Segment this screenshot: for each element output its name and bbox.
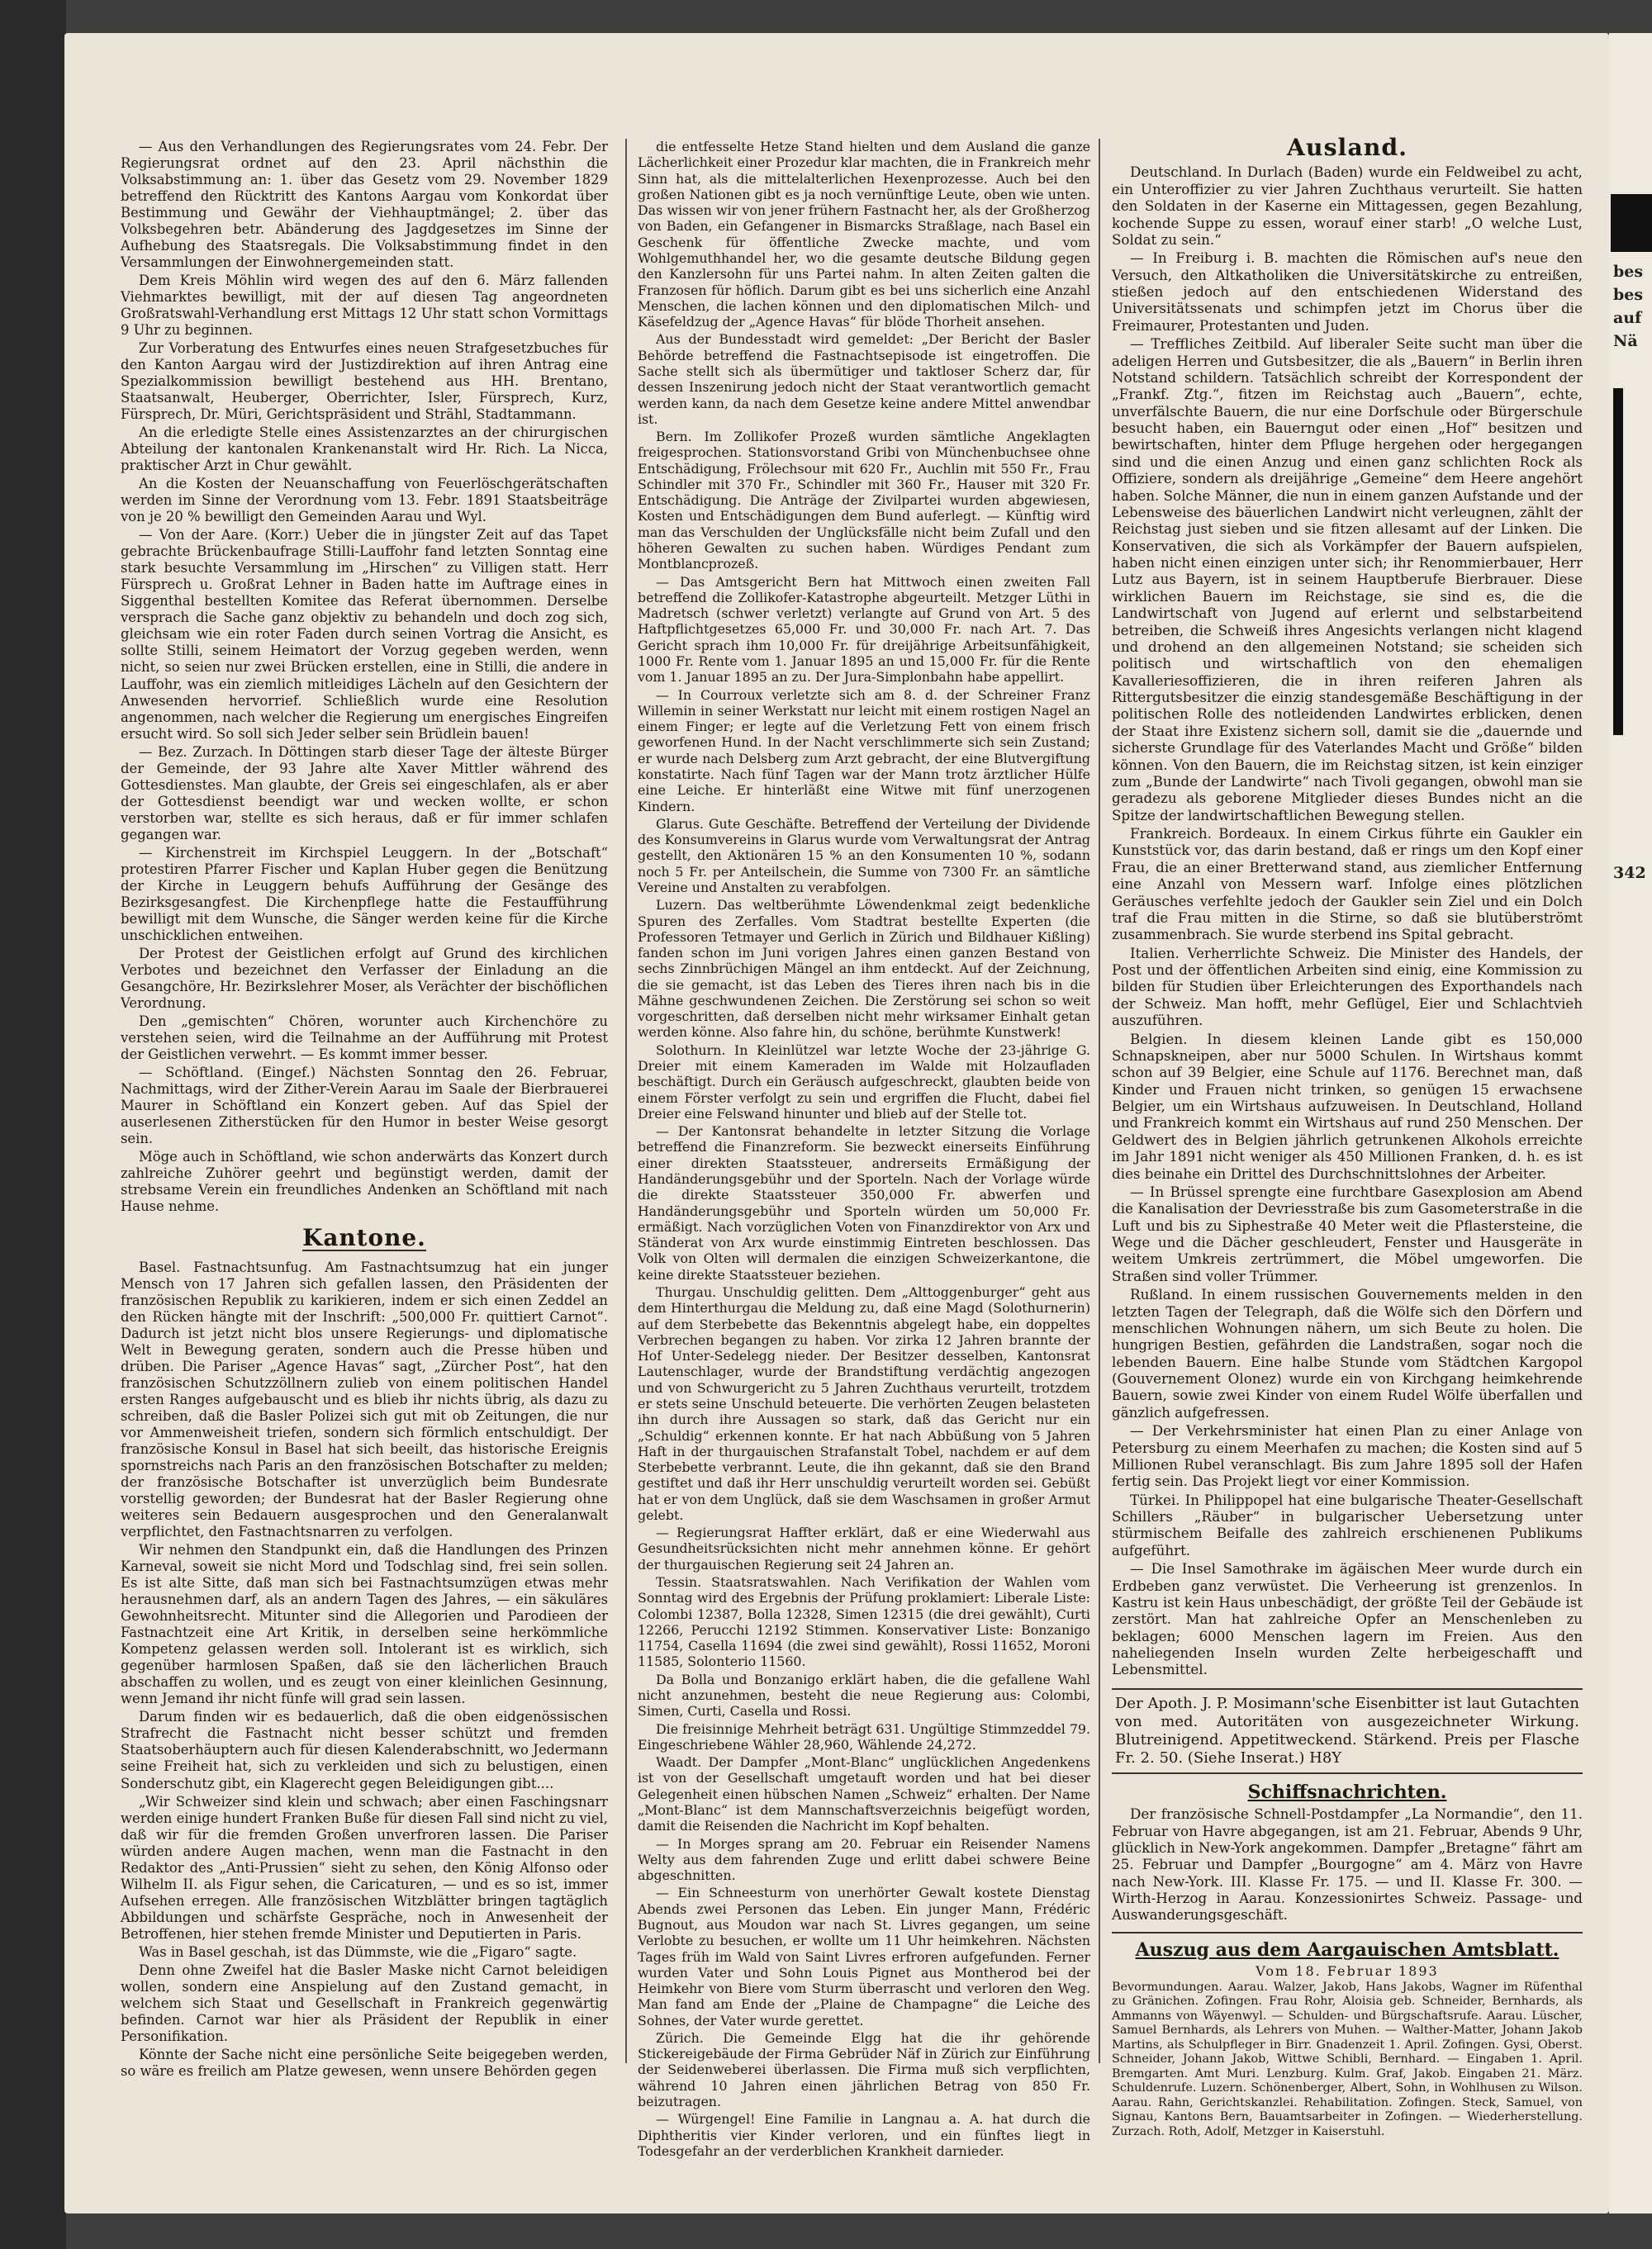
paragraph: „Wir Schweizer sind klein und schwach; aber einen Faschingsnarr werden einige hundert Franken Buße für diesen Fall sind nicht zu viel, daß wir für die fremden Großen unverfroren lassen. Die Pariser würden andere Augen machen, wenn man die Fastnacht in den Redaktor des „Anti-Prussien“ sieht zu sehen, den König Alfonso oder Wilhelm II. als Figur sehen, die Caricaturen, — und es so ist, immer Aufsehen erregen. Alle französischen Witzblätter bringen tagtäglich Abbildungen und schärfste Gespräche, noch in Anwesenheit der Betroffenen, hier stehen fremde Minister und Deputierten in Paris. <box>121 1793 608 1942</box>
paragraph: — In Morges sprang am 20. Februar ein Reisender Namens Welty aus dem fahrenden Zuge und erlitt dabei schwere Beine abgeschnitten. <box>638 1835 1090 1884</box>
article-deutschland: Deutschland. In Durlach (Baden) wurde ein Feldweibel zu acht, ein Unteroffizier zu vier Jahren Zuchthaus verurteilt. Sie hatten den Soldaten in der Kaserne ein Mittagessen, gegen Bezahlung, kochende Suppe zu essen, worauf einer starb! „O welche Lust, Soldat zu sein.“ <box>1112 164 1583 248</box>
paragraph: Zur Vorberatung des Entwurfes eines neuen Strafgesetzbuches für den Kanton Aargau wird der Justizdirektion auf ihren Antrag eine Spezialkommission bewilligt bestehend aus HH. Brentano, Staatsanwalt, Heuberger, Oberrichter, Isler, Fürsprech, Kurz, Fürsprech, Dr. Müri, Gerichtspräsident und Strähl, Stadtammann. <box>121 340 608 423</box>
paragraph: — Der Kantonsrat behandelte in letzter Sitzung die Vorlage betreffend die Finanzreform. Sie bezweckt einerseits Einführung einer direkten Staatssteuer, andrerseits Ermäßigung der Handänderungsgebühr und der Sporteln. Nach der Vorlage würde die direkte Staatssteuer 350,000 Fr. abwerfen und Handänderungsgebühr und Sporteln würden um 50,000 Fr. ermäßigt. Nach vorzüglichen Voten von Finanzdirektor von Arx und Ständerat von Arx wurde einstimmig Eintreten beschlossen. Das Volk von Olten will dermalen die einzigen Schweizerkantone, die keine direkte Staatssteuer beziehen. <box>638 1123 1090 1283</box>
article-luzern: Luzern. Das weltberühmte Löwendenkmal zeigt bedenkliche Spuren des Zerfalles. Vom Stadtrat bestellte Experten (die Professoren Tetmayer und Gerlich in Zürich und Bildhauer Kißling) fanden schon im Juni vorigen Jahres einen ganzen Bestand von sechs Zinnbrüchigen Mängel an ihm entdeckt. Auf der Zeichnung, die sie gemacht, ist das Leben des Tieres ihren nach bis in die Mähne geschwundenen Zeichen. Die Zerstörung sei schon so weit vorgeschritten, daß derselben nicht mehr wirksamer Einhalt getan werden könne. Also fahre hin, du schöne, berühmte Kunstwerk! <box>638 897 1090 1041</box>
section-title: Kantone. <box>302 1224 426 1251</box>
paragraph: Dem Kreis Möhlin wird wegen des auf den 6. März fallenden Viehmarktes bewilligt, mit der auf diesen Tag angeordneten Großratswahl-Verhandlung erst Mittags 12 Uhr statt schon Vormittags 9 Uhr zu beginnen. <box>121 273 608 339</box>
section-heading-ausland <box>1112 133 1583 161</box>
column-3 <box>1112 133 1583 2139</box>
paragraph: Da Bolla und Bonzanigo erklärt haben, die die gefallene Wahl nicht anzunehmen, besteht die neue Regierung aus: Colombi, Simen, Curti, Casella und Rossi. <box>638 1671 1090 1720</box>
next-page-text: 342 <box>1613 864 1646 882</box>
heading-schiffsnachrichten: Schiffsnachrichten. <box>1247 1781 1447 1803</box>
next-page-text: bes <box>1613 263 1644 281</box>
article-tessin: Tessin. Staatsratswahlen. Nach Verifikation der Wahlen vom Sonntag wird des Ergebnis der Prüfung proklamiert: Liberale Liste: Colombi 12387, Bolla 12328, Simen 12315 (die drei gewählt), Curti 12266, Perucchi 12192 Stimmen. Konservativer Liste: Bonzanigo 11754, Casella 11694 (die zwei sind gewählt), Rossi 11652, Moroni 11585, Solonterio 11560. <box>638 1574 1090 1670</box>
article-italien: Italien. Verherrlichte Schweiz. Die Minister des Handels, der Post und der öffentlichen Arbeiten sind einig, eine Kommission zu bilden für Studien über Erleichterungen des Exporthandels nach der Schweiz. Man hofft, mehr Geflügel, Eier und Schlachtvieh auszuführen. <box>1112 944 1583 1029</box>
shipping-notice: Der französische Schnell-Postdampfer „La Normandie“, den 11. Februar von Havre abgegangen, ist am 21. Februar, Abends 9 Uhr, glücklich in New-York angekommen. Dampfer „Bretagne“ fährt am 25. Februar und Dampfer „Bourgogne“ am 4. März von Havre nach New-York. III. Klasse Fr. 175. — und II. Klasse Fr. 300. — Wirth-Herzog in Aarau. Konzessionirtes Schweiz. Passage- und Auswanderungsgeschäft. <box>1112 1805 1583 1924</box>
article-leuggern: — Kirchenstreit im Kirchspiel Leuggern. In der „Botschaft“ protestiren Pfarrer Fischer und Kaplan Huber gegen die Benützung der Kirche in Leuggern behufs Aufführung der Gesänge des Bezirksgesangfest. Die Kirchenpflege hatte die Festaufführung bewilligt mit dem Wunsche, die Sänger werden keine für die Kirche unschicklichen entweihen. <box>121 844 608 943</box>
binding-edge <box>0 0 66 2249</box>
paragraph: Denn ohne Zweifel hat die Basler Maske nicht Carnot beleidigen wollen, sondern eine Anspielung auf den Zustand gemacht, in welchem sich Staat und Gesellschaft in Frankreich gegenwärtig befinden. Carnot war hier als Präsident der Republik in einer Personifikation. <box>121 1962 608 2044</box>
article-tuerkei: Türkei. In Philippopel hat eine bulgarische Theater-Gesellschaft Schillers „Räuber“ in bulgarischer Uebersetzung unter stürmischem Beifalle des zahlreich erschienenen Publikums aufgeführt. <box>1112 1491 1583 1559</box>
article-basel: Basel. Fastnachtsunfug. Am Fastnachtsumzug hat ein junger Mensch von 17 Jahren sich gefallen lassen, den Präsidenten der französischen Republik zu karikieren, indem er sich einen Zeddel an den Rücken hängte mit der Inschrift: „500,000 Fr. quittiert Carnot“. Dadurch ist jetzt nicht blos unsere Regierungs- und diplomatische Welt in Bewegung geraten, sondern auch die Presse hüben und drüben. Die Pariser „Agence Havas“ sagt, „Zürcher Post“, hat den französischen Schutzzöllnern zulieb von einem politischen Handel ersten Ranges aufgebauscht und es blieb ihr nichts übrig, als dazu zu schreiben, daß die Basler Polizei sich gut mit ob Zeitungen, die nur vor Ammenweisheit triefen, sondern sich förmlich entschuldigt. Der französische Konsul in Basel hat sich beeilt, das historische Ereignis spornstreichs nach Paris an den französischen Botschafter zu melden; der französische Botschafter ist unverzüglich beim Bundesrate vorstellig geworden; der Bundesrat hat der Basler Regierung ohne weiteres sein Bedauern ausgesprochen und den Generalanwalt verpflichtet, den Fastnachtsnarren zu verfolgen. <box>121 1260 608 1540</box>
article-thurgau: Thurgau. Unschuldig gelitten. Dem „Alttoggenburger“ geht aus dem Hinterthurgau die Meldung zu, daß eine Magd (Solothurnerin) auf dem Sterbebette das Bekenntnis abgelegt habe, ein doppeltes Verbrechen begangen zu haben. Vor zirka 12 Jahren brannte der Hof Unter-Sedelegg nieder. Der Besitzer desselben, Kantonsrat Lautenschlager, wurde der Brandstiftung verdächtig angezogen und von Schwurgericht zu 5 Jahren Zuchthaus verurteilt, trotzdem er stets seine Unschuld beteuerte. Die verhörten Zeugen belasteten ihn durch ihre Aussagen so stark, daß das Gericht nur ein „Schuldig“ erkennen konnte. Er hat nach Abbüßung von 5 Jahren Haft in der thurgauischen Strafanstalt Tobel, nachdem er auf dem Sterbebette verbrannt. Leute, die ihn gekannt, daß sie den Brand gestiftet und daß ihr Herr unschuldig verurteilt worden sei. Gebüßt hat er von dem Unglück, daß sie dem Waschsamen in großer Armut gelebt. <box>638 1283 1090 1523</box>
paragraph: — In Brüssel sprengte eine furchtbare Gasexplosion am Abend die Kanalisation der Devriesstraße bis zum Gasometerstraße in die Luft und bis zu Siphestraße 40 Meter weit die Pflastersteine, die Wege und die Dächer geschleudert, Fenster und Hausgeräte in weitem Umkreis zertrümmert, die Möbel umgeworfen. Die Straßen sind voller Trümmer. <box>1112 1183 1583 1284</box>
paragraph: — Würgengel! Eine Familie in Langnau a. A. hat durch die Diphtheritis vier Kinder verloren, und ein fünftes liegt in Todesgefahr an der verderblichen Krankheit darnieder. <box>638 2111 1090 2159</box>
paragraph: — Das Amtsgericht Bern hat Mittwoch einen zweiten Fall betreffend die Zollikofer-Katastrophe abgeurteilt. Metzger Lüthi in Madretsch (schwer verletzt) verlangte auf Grund von Art. 5 des Haftpflichtgesetzes 65,000 Fr. und 30,000 Fr. nach Art. 7. Das Gericht sprach ihm 10,000 Fr. für dreijährige Arbeitsunfähigkeit, 1000 Fr. Rente vom 1. Januar 1895 an und 15,000 Fr. für die Rente vom 1. Januar 1895 an zu. Der Jura-Simplonbahn habe appellirt. <box>638 573 1090 686</box>
article-regierungsrat: — Aus den Verhandlungen des Regierungsrates vom 24. Febr. Der Regierungsrat ordnet auf den 23. April nächsthin die Volksabstimmung an: 1. über das Gesetz vom 29. November 1829 betreffend den Rücktritt des Kantons Aargau vom Konkordat über Bestimmung und Gewähr der Viehhauptmängel; 2. über das Volksbegehren betr. Abänderung des Jagdgesetzes im Sinne der Aufhebung des Staatsregals. Die Volksabstimmung findet in den Versammlungen der Einwohnergemeinden statt. <box>121 139 608 271</box>
paragraph: — Ein Schneesturm von unerhörter Gewalt kostete Dienstag Abends zwei Personen das Leben. Ein junger Mann, Frédéric Bugnout, aus Moudon war nach St. Livres gegangen, um seine Verlobte zu besuchen, er wollte um 11 Uhr heimkehren. Nächsten Tages früh im Wald von Saint Livres erfroren aufgefunden. Ferner wurden Vater und Sohn Louis Pignet aus Montherod bei der Heimkehr von Biere vom Sturm überrascht und verloren den Weg. Man fand am Ende der „Plaine de Champagne“ die Leiche des Sohnes, der Vater wurde gerettet. <box>638 1885 1090 2028</box>
paragraph: — Treffliches Zeitbild. Auf liberaler Seite sucht man über die adeligen Herren und Gutsbesitzer, die als „Bauern“ in Berlin ihren Notstand schildern. Tatsächlich schreibt der Korrespondent der „Frankf. Ztg.“, fitzen im Reichstag auch „Bauern“, echte, unverfälschte Bauern, die nur eine Dorfschule oder Bürgerschule besucht haben, ein Bauerngut oder einen „Hof“ besitzen und bewirtschaften, hinter dem Pfluge hergehen oder hergegangen sind und die einen Anzug und einen ganz schlichten Rock als Offiziere, sondern als dreijährige „Gemeine“ dem Heere angehört haben. Solche Männer, die nun in einem ganzen Aufstande und der Lebensweise des bäuerlichen Landwirt nicht verleugnen, zählt der Reichstag just sieben und sie fitzen allesamt auf der Linken. Die Konservativen, die sich als Vorkämpfer der Bauern aufspielen, haben nicht einen einzigen unter sich; ihr Renommierbauer, Herr Lutz aus Bayern, ist in seinem Hauptberufe Bierbrauer. Diese wirklichen Bauern im Reichstage, sie sind es, die die Landwirtschaft von Jugend auf erlernt und selbstarbeitend betreiben, die Schweiß ihres Angesichts verlangen nicht klagend und drohend an den allgemeinen Notstand; sie scheiden sich politisch und wirtschaftlich von den ehemaligen Kavalleriesoffizieren, die in ihren reiferen Jahren als Rittergutsbesitzer die einzig standesgemäße Beschäftigung in der politischen Rolle des notleidenden Landwirtes erblicken, denen der Staat ihre Existenz sichern soll, damit sie die „dauernde und sicherste Grundlage für des Vaterlandes Macht und Größe“ bilden können. Von den Bauern, die im Reichstag sitzen, ist kein einziger zum „Bunde der Landwirte“ nach Tivoli gegangen, obwohl man sie geradezu als geborene Mitglieder dieses Bundes nicht an die Spitze der landwirtschaftlichen Bewegung stellen. <box>1112 335 1583 823</box>
article-schoeftland: — Schöftland. (Eingef.) Nächsten Sonntag den 26. Februar, Nachmittags, wird der Zither-Verein Aarau im Saale der Bierbrauerei Maurer in Schöftland ein Konzert geben. Auf das Spiel der auserlesenen Zitherstücken für den Humor in bester Weise gesorgt sein. <box>121 1064 608 1146</box>
paragraph: An die erledigte Stelle eines Assistenzarztes an der chirurgischen Abteilung der kantonalen Krankenanstalt wird Hr. Rich. La Nicca, praktischer Arzt in Chur gewählt. <box>121 425 608 474</box>
paragraph: — In Courroux verletzte sich am 8. d. der Schreiner Franz Willemin in seiner Werkstatt nur leicht mit einem rostigen Nagel an einem Finger; er legte auf die Verletzung Fett von einem frisch geworfenen Hund. In der Nacht verschlimmerte sich sein Zustand; er wurde nach Delsberg zum Arzt gebracht, der eine Blutvergiftung konstatirte. Nach fünf Tagen war der Mann trotz ärztlicher Hülfe eine Leiche. Er hinterläßt eine Witwe mit fünf unerzogenen Kindern. <box>638 686 1090 814</box>
paragraph: — In Freiburg i. B. machten die Römischen auf's neue den Versuch, den Altkatholiken die Universitätskirche zu entreißen, stießen jedoch auf den entschiedenen Widerstand des Universitätssenats und schimpfen jetzt im Chorus über die Freimaurer, Protestanten und Juden. <box>1112 249 1583 334</box>
paragraph: — Regierungsrat Haffter erklärt, daß er eine Wiederwahl aus Gesundheitsrücksichten nicht mehr annehmen könne. Er gehört der thurgauischen Regierung seit 24 Jahren an. <box>638 1525 1090 1573</box>
next-page-edge <box>1609 33 1652 2213</box>
paragraph: Der Protest der Geistlichen erfolgt auf Grund des kirchlichen Verbotes und bezeichnet den Verfasser der Einladung an die Gesangchöre, Hr. Bezirkslehrer Moser, als Verächter der bischöflichen Verordnung. <box>121 945 608 1011</box>
paragraph: Könnte der Sache nicht eine persönliche Seite beigegeben werden, so wäre es freilich am Platze gewesen, wenn unsere Behörden gegen <box>121 2046 608 2079</box>
next-page-text: Nä <box>1613 332 1638 350</box>
paragraph: Was in Basel geschah, ist das Dümmste, wie die „Figaro“ sagte. <box>139 1943 577 1960</box>
paragraph: — Die Insel Samothrake im ägäischen Meer wurde durch ein Erdbeben ganz verwüstet. Die Verheerung ist grenzenlos. In Kastru ist kein Haus unbeschädigt, der größte Teil der Gebäude ist zerstört. Man hat zahlreiche Opfer an Menschenleben zu beklagen; 6000 Menschen lagern im Freien. Aus den naheliegenden Inseln wurden Zelte herbeigeschafft und Lebensmittel. <box>1112 1560 1583 1678</box>
paragraph: — Der Verkehrsminister hat einen Plan zu einer Anlage von Petersburg zu einem Meerhafen zu machen; die Kosten sind auf 5 Millionen Rubel veranschlagt. Bis zum Jahre 1895 soll der Hafen fertig sein. Das Projekt liegt vor einer Kommission. <box>1112 1422 1583 1490</box>
section-heading-kantone <box>121 1224 608 1251</box>
column-rule <box>625 139 627 2063</box>
article-waadt: Waadt. Der Dampfer „Mont-Blanc“ unglücklichen Angedenkens ist von der Gesellschaft umgetauft worden und hat bei dieser Gelegenheit einen hübschen Namen „Schweiz“ erhalten. Der Name „Mont-Blanc“ ist dem Mannschaftsverzeichnis beigefügt worden, damit die Reisenden die Nachricht im Kopf behalten. <box>638 1754 1090 1834</box>
amtsblatt-date: Vom 18. Februar 1893 <box>1256 1963 1439 1980</box>
column-rule <box>1099 139 1100 2063</box>
next-page-text: bes <box>1613 286 1644 304</box>
article-russland: Rußland. In einem russischen Gouvernements melden in den letzten Tagen der Telegraph, daß die Wölfe sich den Dörfern und menschlichen Wohnungen nähern, um sich Beute zu holen. Die hungrigen Bestien, gefährden die Landstraßen, sogar noch die lebenden Bauern. Eine halbe Stunde vom Städtchen Kargopol (Gouvernement Olonez) wurde ein von Kirchgang heimkehrende Bauern, sowie zwei Kinder von einem Rudel Wölfe überfallen und gänzlich aufgefressen. <box>1112 1286 1583 1421</box>
paragraph: Die freisinnige Mehrheit beträgt 631. Ungültige Stimmzeddel 79. Eingeschriebene Wähler 28,960, Wählende 24,272. <box>638 1720 1090 1753</box>
heading-amtsblatt: Auszug aus dem Aargauischen Amtsblatt. <box>1135 1938 1559 1961</box>
article-glarus: Glarus. Gute Geschäfte. Betreffend der Verteilung der Dividende des Konsumvereins in Glarus wurde vom Verwaltungsrat der Antrag gestellt, den Aktionären 15 % an den Konsumenten 10 %, sodann noch 5 Fr. per Anteilschein, die Summe von 7300 Fr. an sämtliche Vereine und Anstalten zu verabfolgen. <box>638 815 1090 895</box>
column-1 <box>121 139 608 2081</box>
advertisement-eisenbitter: Der Apoth. J. P. Mosimann'sche Eisenbitter ist laut Gutachten von med. Autoritäten von ausgezeichneter Wirkung. Blutreinigend. Appetitweckend. Stärkend. Preis per Flasche Fr. 2. 50. (Siehe Inserat.) H8Y <box>1112 1688 1583 1774</box>
section-title: Ausland. <box>1286 133 1408 161</box>
column-2 <box>638 139 1090 2161</box>
article-zurzach: — Bez. Zurzach. In Döttingen starb dieser Tage der älteste Bürger der Gemeinde, der 93 Jahre alte Xaver Mittler während des Gottesdienstes. Man glaubte, der Greis sei eingeschlafen, als er aber der Gottesdienst beendigt war und wecken wollte, er schon verstorben war, stellte es sich heraus, daß er für immer schlafen gegangen war. <box>121 743 608 842</box>
article-zuerich: Zürich. Die Gemeinde Elgg hat die ihr gehörende Stickereigebäude der Firma Gebrüder Näf in Zürich zur Einführung der Seidenweberei überlassen. Die Firma muß sich verpflichten, während 10 Jahren einen jährlichen Betrag von 850 Fr. beizutragen. <box>638 2029 1090 2110</box>
next-page-mark <box>1611 194 1652 252</box>
next-page-mark <box>1613 388 1623 735</box>
paragraph: An die Kosten der Neuanschaffung von Feuerlöschgerätschaften werden im Sinne der Verordnung vom 13. Febr. 1891 Staatsbeiträge von je 20 % bewilligt den Gemeinden Aarau und Wyl. <box>121 476 608 525</box>
amtsblatt-text: Bevormundungen. Aarau. Walzer, Jakob, Hans Jakobs, Wagner im Rüfenthal zu Gränichen. Zofingen. Frau Rohr, Aloisia geb. Schneider, Bernhards, als Ammanns von Wäyenwyl. — Schulden- und Bürgschaftsrufe. Aarau. Lüscher, Samuel Bernhards, als Lehrers von Muhen. — Walther-Matter, Johann Jakob Martins, als Schulpfleger in Birr. Gnadenzeit 1. April. Zofingen. Gysi, Oberst. Schneider, Johann Jakob, Wittwe Schibli, Bernhard. — Eingaben 1. April. Bremgarten. Amt Muri. Lenzburg. Kulm. Graf, Jakob. Eingaben 21. März. Schuldenrufe. Luzern. Schönenberger, Albert, Sohn, in Wohlhusen zu Wilson. Aarau. Rahn, Gerichtskanzlei. Rehabilitation. Zofingen. Steck, Samuel, von Signau, Kantons Bern, Bauamtsarbeiter in Zofingen. — Wiederherstellung. Zurzach. Roth, Adolf, Metzger in Kaiserstuhl. <box>1112 1980 1583 2138</box>
paragraph: Wir nehmen den Standpunkt ein, daß die Handlungen des Prinzen Karneval, soweit sie nicht Mord und Todschlag sind, frei sein sollen. Es ist alte Sitte, daß man sich bei Fastnachtsumzügen etwas mehr herausnehmen darf, als an andern Tagen des Jahres, — ein säkuläres Gewohnheitsrecht. Mitunter sind die Allegorien und Parodieen der Fastnachtzeit eine Art Kritik, in derselben seine herkömmliche Kompetenz gelassen werden soll. Intolerant ist es wirklich, sich gegenüber harmlosen Spaßen, daß sie den lächerlichen Brauch abschaffen zu wollen, und es zeugt von einer kleinlichen Gesinnung, wenn Jemand ihr nicht fünfe will grad sein lassen. <box>121 1542 608 1707</box>
divider <box>1112 1932 1583 1933</box>
article-bern: Bern. Im Zollikofer Prozeß wurden sämtliche Angeklagten freigesprochen. Stationsvorstand Gribi von Münchenbuchsee ohne Entschädigung, Frölechsour mit 620 Fr., Auchlin mit 550 Fr., Frau Schindler mit 370 Fr., Schindler mit 360 Fr., Hauser mit 320 Fr. Entschädigung. Die Anträge der Zivilpartei wurden abgewiesen, Kosten und Entschädigungen dem Bund auferlegt. — Künftig wird man das Verschulden der Unglücksfälle nicht beim Zufall und den höheren Gewalten zu suchen haben. Würdiges Pendant zum Montblancprozeß. <box>638 429 1090 572</box>
article-frankreich: Frankreich. Bordeaux. In einem Cirkus führte ein Gaukler ein Kunststück vor, das darin bestand, daß er rings um den Kopf einer Frau, die an einer Bretterwand stand, aus ziemlicher Entfernung eine Anzahl von Messern warf. Infolge eines plötzlichen Geräusches verfehlte jedoch der Gaukler sein Ziel und ein Dolch traf die Frau mitten in die Stirne, so daß sie blutüberströmt zusammenbrach. Sie wurde sterbend ins Spital gebracht. <box>1112 825 1583 943</box>
paragraph: Möge auch in Schöftland, wie schon anderwärts das Konzert durch zahlreiche Zuhörer geehrt und begünstigt werden, damit der strebsame Verein ein freundliches Andenken an Schöftland mit nach Hause nehme. <box>121 1148 608 1214</box>
paragraph: die entfesselte Hetze Stand hielten und dem Ausland die ganze Lächerlichkeit einer Prozedur klar machten, die in Frankreich mehr Sinn hat, als die mittelalterlichen Hexenprozesse. Auch bei den großen Nationen gibt es ja noch vernünftige Leute, oben wie unten. Das wissen wir von jener frühern Fastnacht her, als der Großherzog von Baden, ein Gefangener in Bismarcks Straßlage, nach Basel ein Geschenk für öffentliche Zwecke machte, und vom Wohlgemuthhandel her, wo die gesamte deutsche Bildung gegen den Kanzlersohn für uns Partei nahm. In alten Zeiten galten die Franzosen für höflich. Darum gibt es bei uns sicherlich eine Anzahl Menschen, die lachen können und den diplomatischen Milch- und Käsefeldzug der „Agence Havas“ für blöde Thorheit ansehen. <box>638 139 1090 330</box>
article-solothurn: Solothurn. In Kleinlützel war letzte Woche der 23-jährige G. Dreier mit einem Kameraden im Walde mit Holzaufladen beschäftigt. Durch ein Geräusch aufgeschreckt, glaubten beide von einem Förster verfolgt zu sein und ergriffen die Flucht, dabei fiel Dreier eine Felswand hinunter und blieb auf der Stelle tot. <box>638 1041 1090 1122</box>
paragraph: Den „gemischten“ Chören, worunter auch Kirchenchöre zu verstehen seien, wird die Teilnahme an der Aufführung mit Protest der Geistlichen verwehrt. — Es kommt immer besser. <box>121 1013 608 1062</box>
article-von-der-aare: — Von der Aare. (Korr.) Ueber die in jüngster Zeit auf das Tapet gebrachte Brückenbaufrage Stilli-Lauffohr fand letzten Sonntag eine stark besuchte Versammlung im „Hirschen“ zu Villigen statt. Herr Fürsprech u. Großrat Lehner in Baden hatte im Auftrage eines in Siggenthal bestellten Komitee das Referat übernommen. Derselbe versprach die Sache ganz objektiv zu behandeln und doch zog sich, gleichsam wie ein roter Faden durch seinen Vortrag die Ansicht, es sollte Stilli, seinem Heimatort der Vorzug gegeben werden, wenn nicht, so seien nur zwei Brücken erstellen, eine in Stilli, die andere in Lauffohr, was ein ziemlich mitleidiges Lächeln auf den Gesichtern der Anwesenden hervorrief. Schließlich wurde eine Resolution angenommen, nach welcher die Regierung um energisches Eingreifen ersucht wird. So soll sich Jeder selber sein Brüdlein bauen! <box>121 527 608 742</box>
paragraph: Darum finden wir es bedauerlich, daß die oben eidgenössischen Strafrecht die Fastnacht nicht besser schützt und fremden Staatsoberhäuptern auch für diesen Kalenderabschnitt, wo Jedermann seine Freiheit hat, sich zu verkleiden und sich zu belustigen, einen Sonderschutz gibt, ein Klagerecht gegen Beleidigungen gibt.... <box>121 1709 608 1791</box>
article-bundesstadt: Aus der Bundesstadt wird gemeldet: „Der Bericht der Basler Behörde betreffend die Fastnachtsepisode ist eingetroffen. Die Sache stellt sich als übermütiger und taktloser Scherz dar, für dessen Inszenirung jedoch nicht der Staat verantwortlich gemacht werden kann, da nach dem Gesetze keine andere Mittel anwendbar ist. <box>638 331 1090 427</box>
article-belgien: Belgien. In diesem kleinen Lande gibt es 150,000 Schnapskneipen, aber nur 5000 Schulen. In Wirtshaus kommt schon auf 39 Belgier, eine Schule auf 1176. Berechnet man, daß Kinder und Frauen nicht trinken, so genügen 15 erwachsene Belgier, um ein Wirtshaus aufzuweisen. In Deutschland, Holland und Frankreich kommt ein Wirtshaus auf rund 250 Menschen. Der Geldwert des in Belgien jährlich getrunkenen Alkohols erreichte im Jahr 1891 nicht weniger als 450 Millionen Franken, d. h. es ist dies beinahe ein Drittel des Durchschnittslohnes der Arbeiter. <box>1112 1030 1583 1182</box>
next-page-text: auf <box>1613 309 1642 327</box>
